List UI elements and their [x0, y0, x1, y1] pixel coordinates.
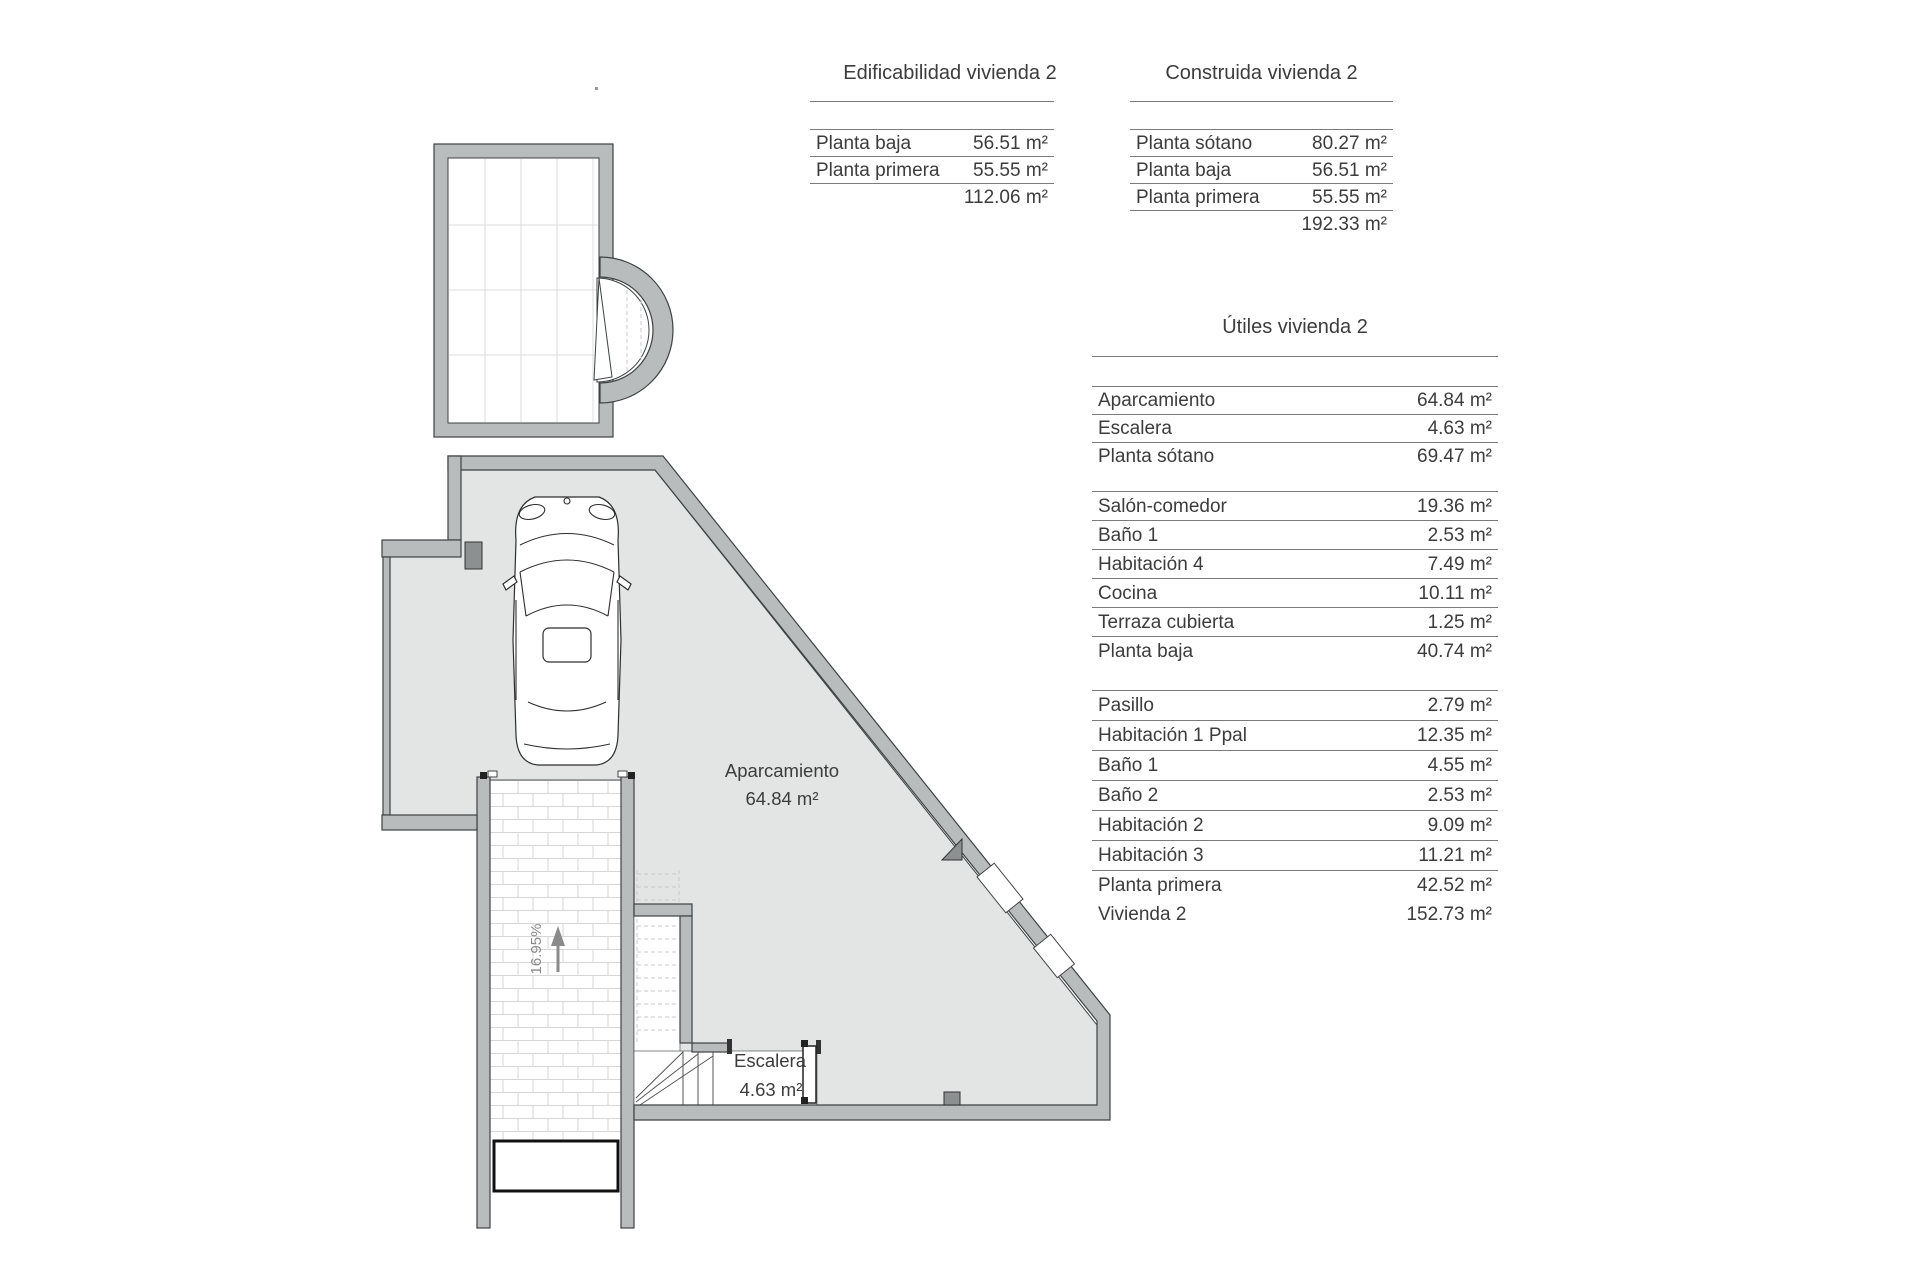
pillar-bottom: [944, 1092, 960, 1105]
escalera-label: Escalera: [734, 1050, 806, 1071]
ramp-wall-left: [477, 777, 490, 1228]
row-label: Baño 2: [1098, 785, 1159, 806]
table-spacer: [1130, 102, 1393, 130]
row-label: Habitación 2: [1098, 815, 1204, 836]
table-row: [1130, 130, 1393, 157]
door-hinge-top: [801, 1040, 808, 1047]
row-label: Planta primera: [816, 159, 940, 181]
row-label: Planta primera: [1098, 875, 1222, 896]
ramp-marker-right: [628, 772, 635, 779]
row-value: 2.53 m²: [1427, 785, 1492, 806]
row-label: Planta primera: [1136, 186, 1260, 208]
table-row: [810, 130, 1054, 157]
wall-step-out: [382, 540, 461, 557]
ramp-marker-left: [480, 772, 487, 779]
table-row: [1092, 579, 1498, 608]
table-spacer: [1092, 665, 1498, 691]
ramp-wall-right: [621, 777, 634, 1228]
table-total-row: [1130, 211, 1393, 237]
table-row: [810, 157, 1054, 184]
escalera-area: 4.63 m²: [739, 1079, 803, 1100]
table-row: [1092, 841, 1498, 871]
table-row: [1092, 415, 1498, 443]
row-value: 9.09 m²: [1427, 815, 1492, 836]
row-value: 55.55 m²: [1312, 186, 1387, 208]
table-edificabilidad: [810, 56, 1057, 210]
row-label: Cocina: [1098, 582, 1158, 604]
table-subtotal-row: [1092, 637, 1498, 665]
table-construida: [1130, 56, 1393, 237]
table-title: Útiles vivienda 2: [1222, 316, 1368, 338]
pool-structure: [434, 87, 673, 437]
table-total-row: [810, 184, 1054, 210]
table-subtotal-row: [1092, 443, 1498, 470]
row-value: 64.84 m²: [1417, 390, 1492, 411]
row-value: 12.35 m²: [1417, 725, 1492, 746]
row-value: 80.27 m²: [1312, 132, 1387, 154]
row-value: 7.49 m²: [1427, 553, 1492, 575]
row-label: Planta sótano: [1098, 446, 1215, 467]
row-label: Salón-comedor: [1098, 495, 1227, 517]
garage-door: [494, 1141, 618, 1191]
table-row: [1092, 721, 1498, 751]
row-label: Planta baja: [816, 132, 912, 154]
aparcamiento-label: Aparcamiento: [724, 760, 840, 781]
row-value: 19.36 m²: [1417, 495, 1492, 517]
stair-wall-cap: [727, 1039, 732, 1054]
row-label: Planta sótano: [1136, 132, 1253, 154]
table-spacer: [1092, 470, 1498, 492]
row-label: Pasillo: [1098, 695, 1154, 716]
ramp-slope-label: 16.95%: [528, 923, 545, 975]
row-label: Escalera: [1098, 418, 1172, 439]
row-label: Habitación 4: [1098, 553, 1204, 575]
row-label: Baño 1: [1098, 755, 1159, 776]
car-sunroof: [543, 628, 591, 662]
table-row: [1092, 751, 1498, 781]
table-spacer: [1092, 357, 1498, 387]
row-value: 4.63 m²: [1427, 418, 1492, 439]
ramp-marker-right-flag: [618, 771, 627, 777]
wall-left-upper: [448, 456, 461, 540]
table-row: [1092, 608, 1498, 637]
row-value: 42.52 m²: [1417, 875, 1492, 896]
ramp: [477, 771, 635, 1228]
wall-bottom-left: [382, 815, 477, 830]
table-row: [1092, 550, 1498, 579]
aparcamiento-area: 64.84 m²: [745, 788, 819, 809]
table-title: Edificabilidad vivienda 2: [843, 62, 1057, 84]
table-spacer: [810, 102, 1054, 130]
row-value: 1.25 m²: [1427, 611, 1492, 633]
table-row: [1092, 811, 1498, 841]
row-value: 56.51 m²: [1312, 159, 1387, 181]
total-value: 112.06 m²: [963, 186, 1048, 208]
wall-left-thin: [383, 557, 390, 815]
table-row: [1092, 691, 1498, 721]
table-row: [1092, 521, 1498, 550]
car: [503, 497, 631, 765]
table-row: [1130, 184, 1393, 211]
row-label: Terraza cubierta: [1098, 611, 1235, 633]
stray-dot: [595, 87, 598, 90]
row-value: 40.74 m²: [1417, 640, 1492, 662]
table-title: Construida vivienda 2: [1165, 62, 1358, 84]
row-value: 11.21 m²: [1418, 845, 1492, 866]
row-label: Baño 1: [1098, 524, 1159, 546]
ramp-marker-left-flag: [488, 771, 497, 777]
row-value: 2.53 m²: [1427, 524, 1492, 546]
row-value: 55.55 m²: [973, 159, 1048, 181]
table-utiles: [1092, 312, 1498, 929]
row-value: 152.73 m²: [1406, 904, 1492, 925]
table-row: [1092, 781, 1498, 811]
table-row: [1092, 492, 1498, 521]
row-value: 56.51 m²: [973, 132, 1048, 154]
row-value: 4.55 m²: [1427, 755, 1492, 776]
stair-wall-stub: [692, 1043, 731, 1052]
table-total-row: [1092, 900, 1498, 929]
row-value: 69.47 m²: [1417, 446, 1492, 467]
ramp-hatch: [490, 780, 621, 1140]
row-label: Habitación 1 Ppal: [1098, 725, 1247, 746]
table-row: [1130, 157, 1393, 184]
row-label: Vivienda 2: [1098, 904, 1187, 925]
row-label: Aparcamiento: [1098, 390, 1216, 411]
total-value: 192.33 m²: [1301, 213, 1387, 235]
row-label: Planta baja: [1098, 640, 1194, 662]
pillar-upper-left: [465, 542, 482, 569]
stair-wall-top: [634, 904, 692, 916]
table-subtotal-row: [1092, 871, 1498, 900]
row-label: Habitación 3: [1098, 845, 1204, 866]
stair-wall-right: [680, 916, 692, 1043]
row-value: 2.79 m²: [1427, 695, 1492, 716]
table-row: [1092, 387, 1498, 415]
row-label: Planta baja: [1136, 159, 1232, 181]
row-value: 10.11 m²: [1418, 582, 1492, 604]
